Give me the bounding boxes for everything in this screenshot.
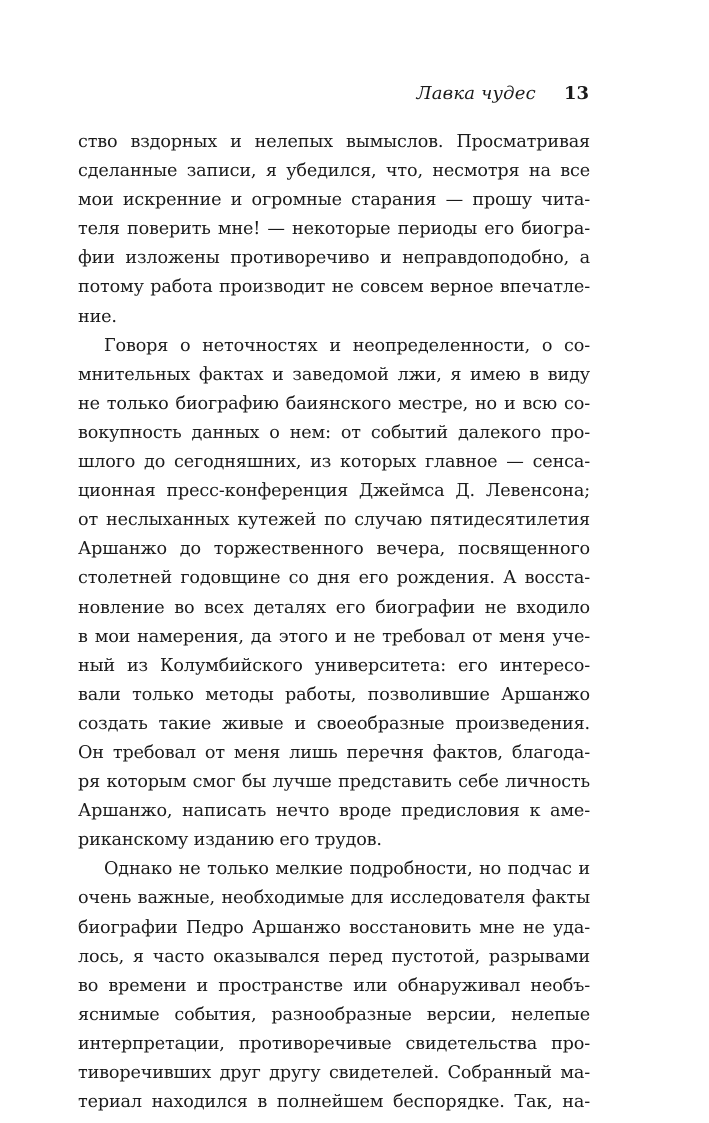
text-line: ционная пресс-конференция Джеймса Д. Левенсона;: [78, 481, 590, 502]
text-line: во времени и пространстве или обнаруживал необъ-: [78, 975, 590, 996]
text-line: яснимые события, разнообразные версии, нелепые: [78, 1004, 590, 1025]
text-line: Аршанжо, написать нечто вроде предисловия к аме-: [78, 801, 590, 822]
text-line: вокупность данных о нем: от событий далекого про-: [78, 422, 590, 443]
text-line: теля поверить мне! — некоторые периоды его биогра-: [78, 219, 590, 240]
text-line: ря которым смог бы лучше представить себе личность: [78, 772, 590, 793]
text-line: ство вздорных и нелепых вымыслов. Просматривая: [78, 132, 590, 152]
text-line: не только биографию баиянского местре, но и всю со-: [78, 393, 590, 414]
text-line: териал находился в полнейшем беспорядке. Так, на-: [78, 1092, 590, 1113]
text-line: столетней годовщине со дня его рождения. А восста-: [78, 568, 590, 589]
text-line: лось, я часто оказывался перед пустотой, разрывами: [78, 946, 590, 967]
running-title: Лавка чудес: [416, 83, 536, 104]
text-line: риканскому изданию его трудов.: [78, 830, 382, 851]
page-number: 13: [563, 83, 589, 104]
text-line: сделанные записи, я убедился, что, несмотря на все: [78, 161, 590, 182]
paragraph-start-line: Говоря о неточностях и неопределенности, о со-: [104, 335, 590, 356]
text-line: мои искренние и огромные старания — прошу чита-: [78, 190, 590, 211]
text-line: новление во всех деталях его биографии не входило: [78, 597, 590, 618]
text-line: от неслыханных кутежей по случаю пятидесятилетия: [78, 510, 590, 531]
running-header: [417, 83, 589, 111]
body-text: [78, 128, 590, 1117]
text-line: потому работа производит не совсем верное впечатле-: [78, 277, 590, 298]
text-line: в мои намерения, да этого и не требовал от меня уче-: [78, 626, 590, 647]
text-line: вали только методы работы, позволившие Аршанжо: [78, 684, 590, 705]
text-line: очень важные, необходимые для исследователя факты: [78, 888, 590, 909]
text-line: создать такие живые и своеобразные произведения.: [78, 713, 590, 734]
text-line: биографии Педро Аршанжо восстановить мне не уда-: [78, 917, 590, 938]
text-line: шлого до сегодняшних, из которых главное — сенса-: [78, 452, 590, 473]
paragraph-start-line: Однако не только мелкие подробности, но подчас и: [104, 859, 590, 880]
text-line: Он требовал от меня лишь перечня фактов, благода-: [78, 742, 590, 763]
text-line: Аршанжо до торжественного вечера, посвященного: [78, 539, 590, 560]
text-line: ный из Колумбийского университета: его интересо-: [78, 655, 590, 676]
text-line: ние.: [78, 306, 117, 327]
text-line: мнительных фактах и заведомой лжи, я имею в виду: [78, 364, 590, 385]
text-line: интерпретации, противоречивые свидетельства про-: [78, 1033, 590, 1054]
text-line: фии изложены противоречиво и неправдоподобно, а: [78, 248, 590, 269]
text-line: тиворечивших друг другу свидетелей. Собранный ма-: [78, 1063, 590, 1083]
